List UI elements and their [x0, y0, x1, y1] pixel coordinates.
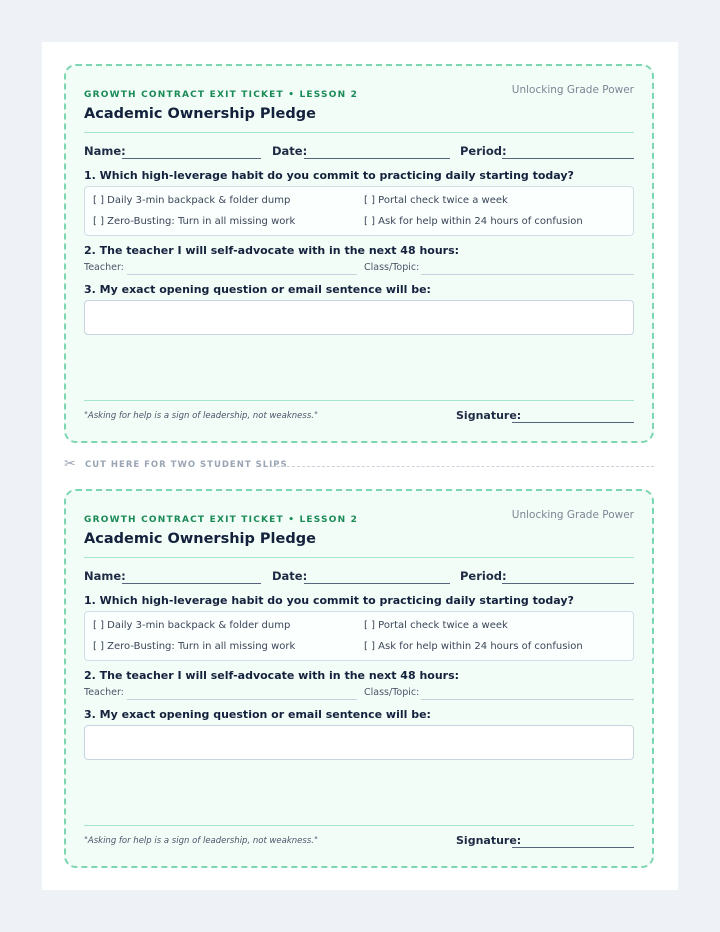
date-label: Date: [272, 569, 308, 583]
period-field[interactable] [502, 583, 634, 584]
worksheet-page [42, 42, 678, 890]
slip-title: Academic Ownership Pledge [84, 531, 316, 547]
choice-ask-for-help[interactable]: [ ] Ask for help within 24 hours of confusion [364, 216, 583, 227]
habit-choices [84, 611, 634, 661]
exit-ticket-slip-1 [64, 64, 654, 443]
cut-line-row [64, 456, 654, 473]
period-label: Period: [460, 569, 507, 583]
signature-field[interactable] [512, 847, 634, 848]
exit-ticket-slip-2 [64, 489, 654, 868]
slip-title: Academic Ownership Pledge [84, 106, 316, 122]
slip-kicker: GROWTH CONTRACT EXIT TICKET • LESSON 2 [84, 90, 359, 100]
choice-backpack-dump[interactable]: [ ] Daily 3-min backpack & folder dump [93, 620, 291, 631]
period-field[interactable] [502, 158, 634, 159]
choice-backpack-dump[interactable]: [ ] Daily 3-min backpack & folder dump [93, 195, 291, 206]
name-label: Name: [84, 144, 126, 158]
student-info-row [84, 569, 634, 585]
question-3: 3. My exact opening question or email sentence will be: [84, 708, 431, 721]
footer-divider [84, 825, 634, 826]
date-field[interactable] [304, 583, 450, 584]
scissors-icon: ✂ [64, 456, 76, 472]
period-label: Period: [460, 144, 507, 158]
title-divider [84, 557, 634, 558]
footer-divider [84, 400, 634, 401]
opening-question-box[interactable] [84, 300, 634, 335]
class-topic-field[interactable] [421, 699, 634, 700]
question-1: 1. Which high-leverage habit do you commit to practicing daily starting today? [84, 169, 574, 182]
brand-label: Unlocking Grade Power [511, 509, 634, 521]
teacher-label: Teacher: [84, 687, 124, 698]
signature-label: Signature: [456, 409, 522, 422]
class-topic-label: Class/Topic: [364, 262, 420, 273]
signature-field[interactable] [512, 422, 634, 423]
leadership-quote: "Asking for help is a sign of leadership, not weakness." [84, 836, 318, 846]
name-field[interactable] [122, 583, 261, 584]
name-field[interactable] [122, 158, 261, 159]
student-info-row [84, 144, 634, 160]
class-topic-field[interactable] [421, 274, 634, 275]
choice-portal-check[interactable]: [ ] Portal check twice a week [364, 620, 508, 631]
choice-portal-check[interactable]: [ ] Portal check twice a week [364, 195, 508, 206]
question-2: 2. The teacher I will self-advocate with in the next 48 hours: [84, 244, 460, 257]
question-2: 2. The teacher I will self-advocate with in the next 48 hours: [84, 669, 460, 682]
title-divider [84, 132, 634, 133]
choice-ask-for-help[interactable]: [ ] Ask for help within 24 hours of confusion [364, 641, 583, 652]
question-3: 3. My exact opening question or email sentence will be: [84, 283, 431, 296]
leadership-quote: "Asking for help is a sign of leadership, not weakness." [84, 411, 318, 421]
choice-zero-busting[interactable]: [ ] Zero-Busting: Turn in all missing work [93, 641, 296, 652]
signature-label: Signature: [456, 834, 522, 847]
slip-kicker: GROWTH CONTRACT EXIT TICKET • LESSON 2 [84, 515, 359, 525]
question-1: 1. Which high-leverage habit do you commit to practicing daily starting today? [84, 594, 574, 607]
name-label: Name: [84, 569, 126, 583]
cut-dashed-line [272, 466, 654, 467]
opening-question-box[interactable] [84, 725, 634, 760]
brand-label: Unlocking Grade Power [511, 84, 634, 96]
cut-instruction: CUT HERE FOR TWO STUDENT SLIPS [85, 460, 288, 470]
teacher-field[interactable] [127, 699, 357, 700]
date-label: Date: [272, 144, 308, 158]
teacher-field[interactable] [127, 274, 357, 275]
choice-zero-busting[interactable]: [ ] Zero-Busting: Turn in all missing work [93, 216, 296, 227]
class-topic-label: Class/Topic: [364, 687, 420, 698]
date-field[interactable] [304, 158, 450, 159]
habit-choices [84, 186, 634, 236]
teacher-label: Teacher: [84, 262, 124, 273]
